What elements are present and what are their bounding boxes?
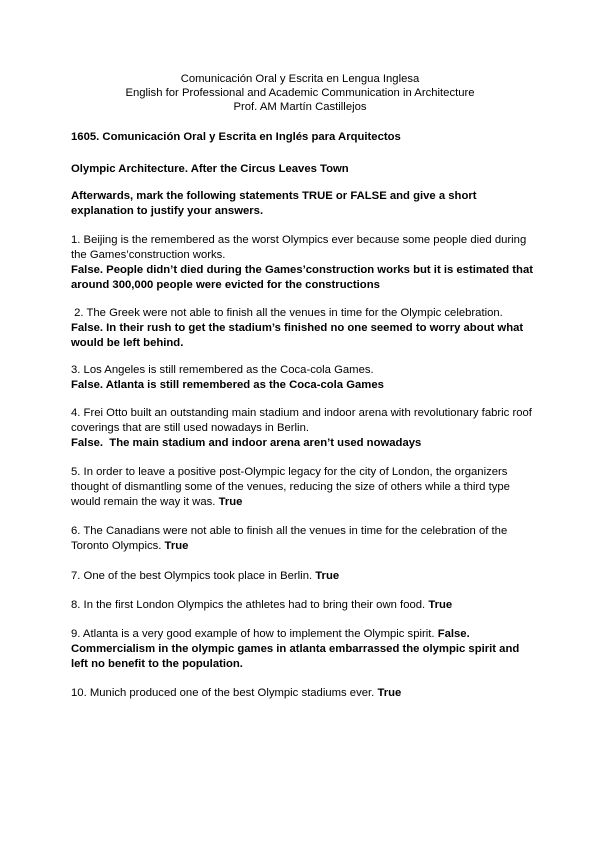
header-professor: Prof. AM Martín Castillejos	[233, 101, 367, 113]
statement-text: 5. In order to leave a positive post-Olympic legacy for the city of London, the organizers	[71, 466, 508, 478]
statement-line-with-answer	[71, 686, 531, 701]
statement-line-with-answer	[71, 569, 531, 584]
answer-text: False. In their rush to get the stadium’s finished no one seemed to worry about what	[71, 322, 524, 334]
document-header	[0, 72, 600, 114]
answer-text: True	[377, 687, 402, 699]
statement-text: 1. Beijing is the remembered as the worst Olympics ever because some people died during	[71, 234, 527, 246]
reading-title: Olympic Architecture. After the Circus Leaves Town	[71, 163, 349, 175]
statement-item	[71, 686, 531, 701]
statement-line-with-answer	[71, 539, 531, 554]
answer-text: True	[164, 540, 189, 552]
statement-text: 6. The Canadians were not able to finish all the venues in time for the celebration of the	[71, 525, 508, 537]
instructions-line: explanation to justify your answers.	[71, 205, 264, 217]
statement-text: 4. Frei Otto built an outstanding main stadium and indoor arena with revolutionary fabric roof	[71, 407, 532, 419]
statement-item	[71, 406, 531, 451]
statement-item	[71, 569, 531, 584]
statement-text: 9. Atlanta is a very good example of how to implement the Olympic spirit.	[71, 628, 438, 640]
statement-text: 8. In the first London Olympics the athletes had to bring their own food.	[71, 599, 429, 611]
statement-text: 7. One of the best Olympics took place in Berlin.	[71, 570, 316, 582]
answer-text: Commercialism in the olympic games in atlanta embarrassed the olympic spirit and	[71, 643, 520, 655]
statement-item	[71, 363, 531, 393]
statement-text: would remain the way it was.	[71, 496, 219, 508]
instructions-line: Afterwards, mark the following statements TRUE or FALSE and give a short	[71, 190, 477, 202]
statement-item	[71, 524, 531, 554]
statement-text: 2. The Greek were not able to finish all the venues in time for the Olympic celebration.	[71, 307, 503, 319]
statement-line-with-answer	[71, 495, 531, 510]
statement-item	[71, 465, 531, 510]
answer-text: False. Atlanta is still remembered as the Coca-cola Games	[71, 379, 384, 391]
statement-item	[71, 627, 531, 672]
statement-text: coverings that are still used nowadays in Berlin.	[71, 422, 309, 434]
answer-text: around 300,000 people were evicted for the constructions	[71, 279, 380, 291]
answer-text: False. People didn’t died during the Games’construction works but it is estimated that	[71, 264, 533, 276]
answer-text: False. The main stadium and indoor arena aren’t used nowadays	[71, 437, 422, 449]
answer-text: True	[315, 570, 340, 582]
answer-text: True	[428, 599, 453, 611]
statement-item	[71, 306, 531, 351]
statement-text: 3. Los Angeles is still remembered as the Coca-cola Games.	[71, 364, 374, 376]
statement-line-with-answer	[71, 627, 531, 642]
instructions	[71, 189, 531, 219]
course-title: 1605. Comunicación Oral y Escrita en Inglés para Arquitectos	[71, 131, 401, 143]
answer-text: would be left behind.	[71, 337, 184, 349]
statement-line-with-answer	[71, 598, 531, 613]
statement-item	[71, 598, 531, 613]
statement-item	[71, 233, 531, 293]
statement-text: 10. Munich produced one of the best Olympic stadiums ever.	[71, 687, 378, 699]
statement-text: thought of dismantling some of the venues, reducing the size of others while a third type	[71, 481, 510, 493]
answer-text: False.	[437, 628, 470, 640]
statement-text: the Games’construction works.	[71, 249, 226, 261]
header-course-english: English for Professional and Academic Communication in Architecture	[125, 87, 475, 99]
header-course-spanish: Comunicación Oral y Escrita en Lengua Inglesa	[180, 73, 420, 85]
answer-text: left no benefit to the population.	[71, 658, 243, 670]
statement-text: Toronto Olympics.	[71, 540, 165, 552]
answer-text: True	[218, 496, 243, 508]
